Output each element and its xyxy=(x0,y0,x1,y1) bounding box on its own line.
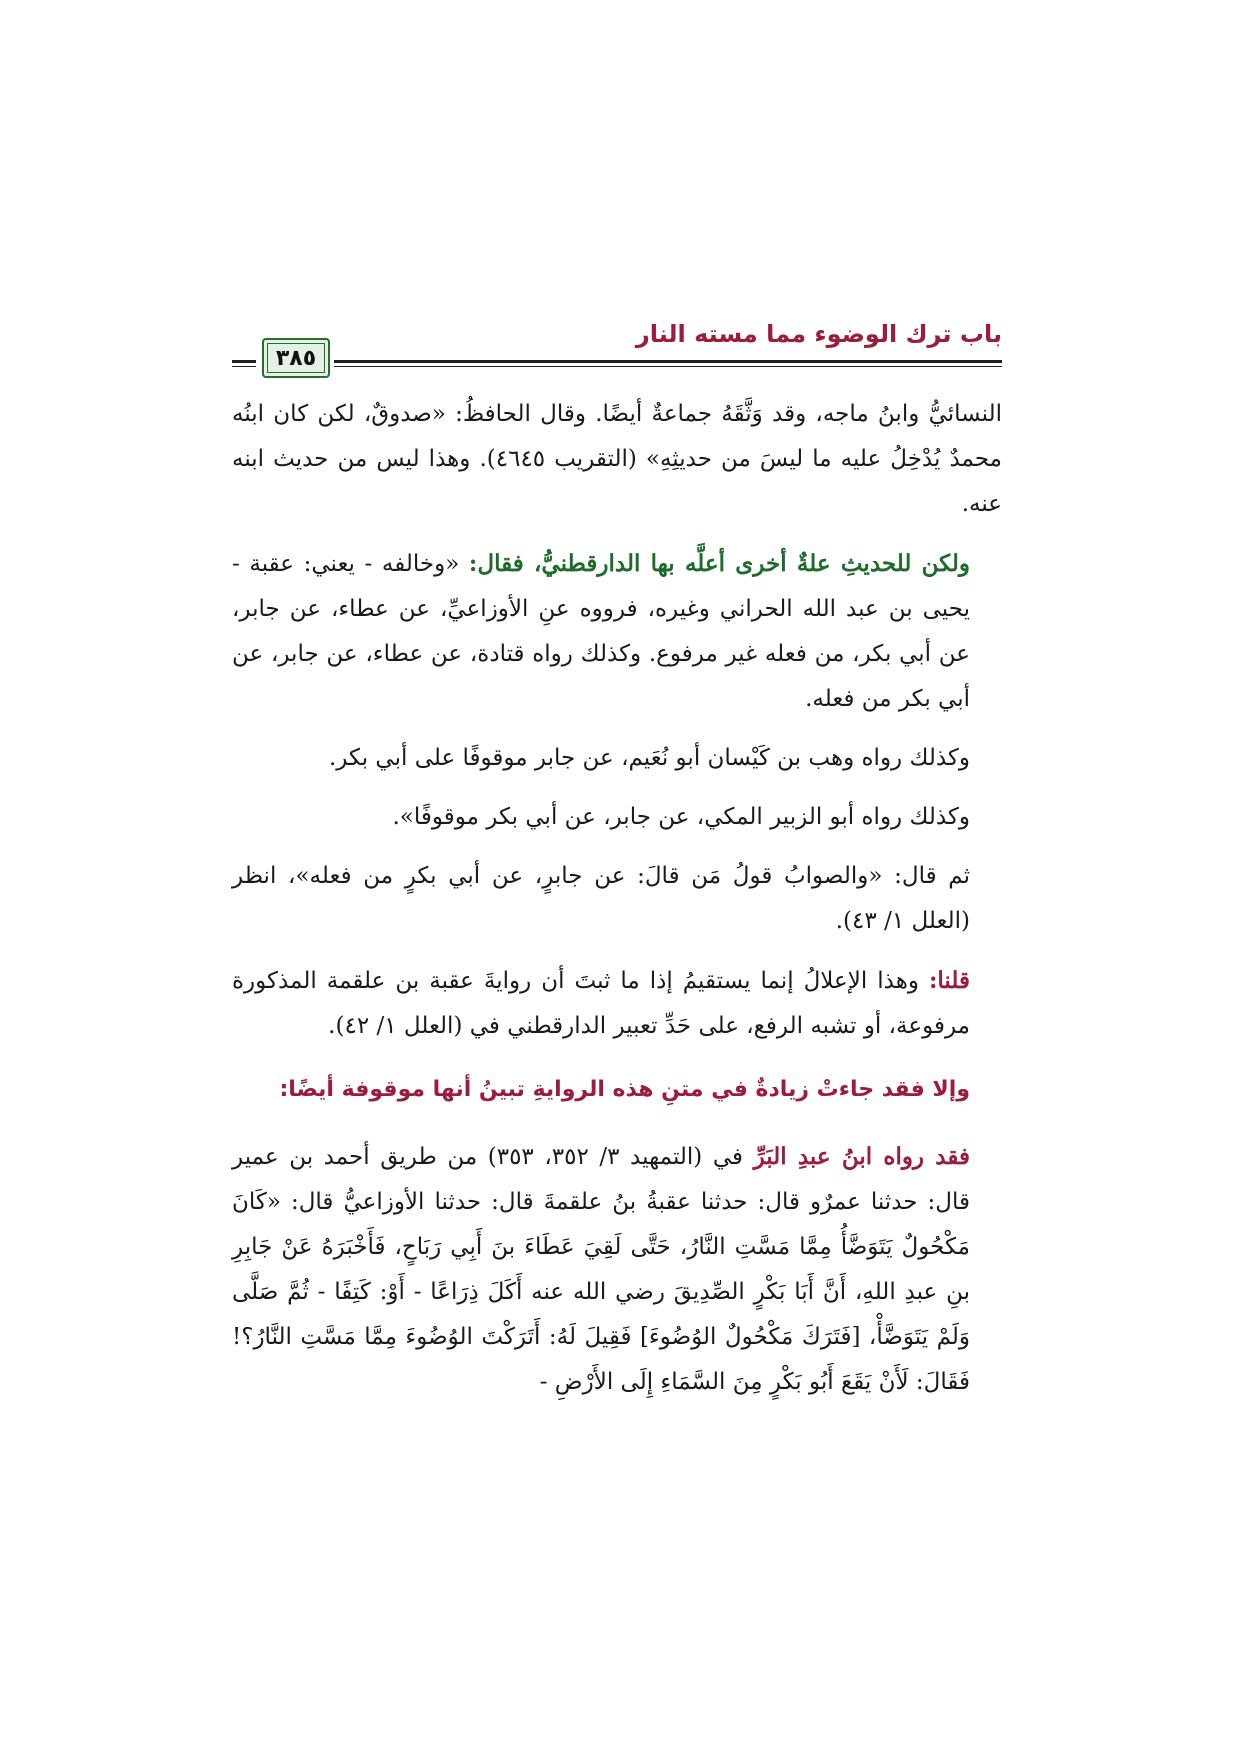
header-rule xyxy=(334,360,590,363)
paragraph: النسائيُّ وابنُ ماجه، وقد وَثَّقَهُ جماعةٌ أيضًا. وقال الحافظُ: «صدوقٌ، لكن كان ابنُه محمدٌ يُدْخِلُ عليه ما ليسَ من حديثِهِ» (التقريب ٤٦٤٥). وهذا ليس من حديث ابنه عنه. xyxy=(232,401,1002,517)
paragraph: ولكن للحديثِ علةٌ أخرى أعلَّه بها الدارقطنيُّ، فقال: «وخالفه - يعني: عقبة - يحيى بن عبد الله الحراني وغيره، فرووه عنِ الأوزاعيِّ، عن عطاء، عن جابر، عن أبي بكر، من فعله غير مرفوع. وكذلك رواه قتادة، عن عطاء، عن جابر، عن أبي بكر من فعله. xyxy=(232,550,970,712)
body-text xyxy=(232,392,1002,1419)
page-number: ٣٨٥ xyxy=(275,345,317,371)
page-number-badge xyxy=(262,338,330,378)
paragraph: قلنا: وهذا الإعلالُ إنما يستقيمُ إذا ما ثبتَ أن روايةَ عقبة بن علقمة المذكورة مرفوعة، أو تشبه الرفع، على حَدِّ تعبير الدارقطني في (العلل ١/ ٤٢). xyxy=(232,967,970,1039)
section-heading: وإلا فقد جاءتْ زيادةٌ في متنِ هذه الروايةِ تبينُ أنها موقوفة أيضًا: xyxy=(279,1077,970,1102)
highlight-lead: فقد رواه ابنُ عبدِ البَرِّ xyxy=(753,1143,971,1170)
page-header xyxy=(232,320,1002,380)
header-rule xyxy=(590,360,1002,363)
running-title: باب ترك الوضوء مما مسته النار xyxy=(635,320,1002,348)
paragraph: وكذلك رواه أبو الزبير المكي، عن جابر، عن أبي بكر موقوفًا». xyxy=(392,804,970,830)
paragraph: ثم قال: «والصوابُ قولُ مَن قالَ: عن جابرٍ، عن أبي بكرٍ من فعله»، انظر (العلل ١/ ٤٣). xyxy=(232,863,970,934)
header-rule xyxy=(232,366,256,367)
header-rule xyxy=(334,366,590,367)
highlight-lead: قلنا: xyxy=(928,967,970,994)
header-rule xyxy=(590,366,1002,367)
paragraph: فقد رواه ابنُ عبدِ البَرِّ في (التمهيد ٣/ ٣٥٢، ٣٥٣) من طريق أحمد بن عمير قال: حدثنا عمرٌو قال: حدثنا عقبةُ بنُ علقمةَ قال: حدثنا الأوزاعيُّ قال: «كَانَ مَكْحُولٌ يَتَوَضَّأُ مِمَّا مَسَّتِ النَّارُ، حَتَّى لَقِيَ عَطَاءَ بنَ أَبِي رَبَاحٍ، فَأَخْبَرَهُ عَنْ جَابِرِ بنِ عبدِ اللهِ، أَنَّ أَبَا بَكْرٍ الصِّدِيقَ رضي الله عنه أَكَلَ ذِرَاعًا - أَوْ: كَتِفًا - ثُمَّ صَلَّى وَلَمْ يَتَوَضَّأْ، [فَتَرَكَ مَكْحُولٌ الوُضُوءَ] فَقِيلَ لَهُ: أَتَرَكْتَ الوُضُوءَ مِمَّا مَسَّتِ النَّارُ؟! فَقَالَ: لَأَنْ يَقَعَ أَبُو بَكْرٍ مِنَ السَّمَاءِ إِلَى الأَرْضِ - xyxy=(232,1143,971,1395)
highlight-lead: ولكن للحديثِ علةٌ أخرى أعلَّه بها الدارقطنيُّ، فقال: xyxy=(468,550,970,577)
paragraph: وكذلك رواه وهب بن كَيْسان أبو نُعَيم، عن جابر موقوفًا على أبي بكر. xyxy=(329,745,970,771)
header-rule xyxy=(232,360,256,363)
